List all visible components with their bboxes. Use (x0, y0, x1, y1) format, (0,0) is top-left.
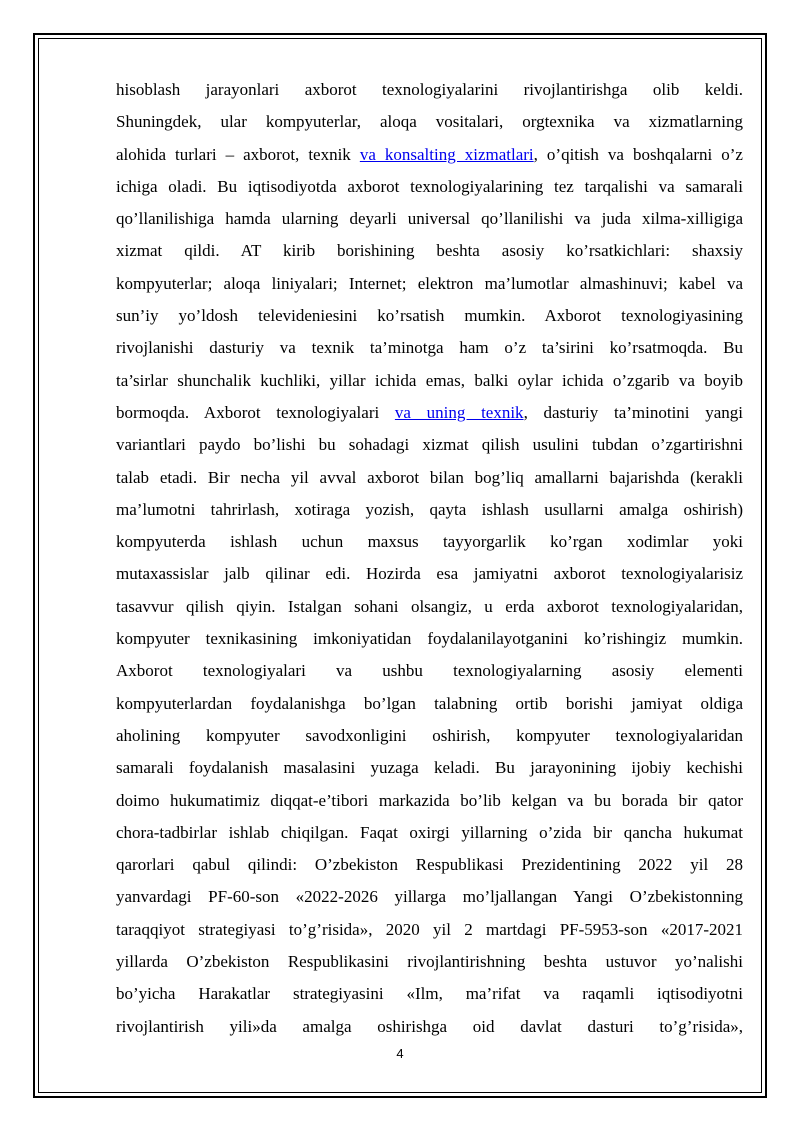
text-segment: rivojlanishi dasturiy va texnik ta’minotga ham o’z ta’sirini ko’rsatmoqda. Bu (116, 338, 743, 358)
text-segment: samarali foydalanish masalasini yuzaga keladi. Bu jarayonining ijobiy kechishi (116, 758, 743, 778)
text-segment: kompyuterlardan foydalanishga bo’lgan talabning ortib borishi jamiyat oldiga (116, 693, 743, 713)
text-segment: ma’lumotni tahrirlash, xotiraga yozish, qayta ishlash usullarni amalga oshirish) (116, 499, 743, 519)
text-segment: kompyuterda ishlash uchun maxsus tayyorgarlik ko’rgan xodimlar yoki (116, 532, 743, 552)
text-line (116, 881, 743, 913)
text-segment: yillarda O’zbekiston Respublikasini rivojlantirishning beshta ustuvor yo’nalishi (116, 952, 743, 972)
text-segment: bormoqda. Axborot texnologiyalari (116, 402, 395, 422)
text-segment: xizmat qildi. AT kirib borishining beshta asosiy ko’rsatkichlari: shaxsiy (116, 241, 743, 261)
text-segment: , o’qitish va boshqalarni o’z (533, 144, 743, 164)
text-line (116, 235, 743, 267)
text-segment: Shuningdek, ular kompyuterlar, aloqa vositalari, orgtexnika va xizmatlarning (116, 112, 743, 132)
text-segment: Axborot texnologiyalari va ushbu texnologiyalarning asosiy elementi (116, 661, 743, 681)
text-segment: kompyuterlar; aloqa liniyalari; Internet; elektron ma’lumotlar almashinuvi; kabel va (116, 273, 743, 293)
page-number: 4 (396, 1046, 404, 1061)
text-line (116, 785, 743, 817)
text-segment: hisoblash jarayonlari axborot texnologiyalarini rivojlantirishga olib keldi. (116, 80, 743, 99)
text-line (116, 946, 743, 978)
text-line (116, 300, 743, 332)
text-segment: variantlari paydo bo’lishi bu sohadagi xizmat qilish usulini tubdan o’zgartirishni (116, 435, 743, 455)
text-line (116, 591, 743, 623)
text-segment: rivojlantirish yili»da amalga oshirishga oid davlat dasturi to’g’risida», (116, 1016, 743, 1036)
text-line (116, 74, 743, 106)
text-segment: doimo hukumatimiz diqqat-e’tibori markazida bo’lib kelgan va bu borada bir qator (116, 790, 743, 810)
text-line (116, 332, 743, 364)
text-segment: , dasturiy ta’minotini yangi (523, 402, 743, 422)
text-line (116, 623, 743, 655)
body-text (116, 74, 743, 1043)
text-segment: aholining kompyuter savodxonligini oshirish, kompyuter texnologiyalaridan (116, 725, 743, 745)
text-line (116, 720, 743, 752)
text-line (116, 429, 743, 461)
text-line (116, 526, 743, 558)
text-line (116, 688, 743, 720)
text-line (116, 558, 743, 590)
text-line (116, 139, 743, 171)
text-segment: talab etadi. Bir necha yil avval axborot bilan bog’liq amallarni bajarishda (kerakli (116, 467, 743, 487)
text-line (116, 849, 743, 881)
text-line (116, 203, 743, 235)
text-line (116, 914, 743, 946)
text-segment: sun’iy yo’ldosh televideniesini ko’rsatish mumkin. Axborot texnologiyasining (116, 306, 743, 326)
text-segment: qo’llanilishiga hamda ularning deyarli universal qo’llanilishi va juda xilma-xilligiga (116, 209, 743, 229)
text-segment: qarorlari qabul qilindi: O’zbekiston Respublikasi Prezidentining 2022 yil 28 (116, 855, 743, 875)
text-line (116, 1011, 743, 1043)
text-segment: chora-tadbirlar ishlab chiqilgan. Faqat oxirgi yillarning o’zida bir qancha hukumat (116, 822, 743, 842)
text-line (116, 655, 743, 687)
text-segment: mutaxassislar jalb qilinar edi. Hozirda esa jamiyatni axborot texnologiyalarisiz (116, 564, 743, 584)
text-line (116, 978, 743, 1010)
text-line (116, 462, 743, 494)
text-segment: taraqqiyot strategiyasi to’g’risida», 2020 yil 2 martdagi PF-5953-son «2017-2021 (116, 919, 743, 939)
text-segment: kompyuter texnikasining imkoniyatidan foydalanilayotganini ko’rishingiz mumkin. (116, 629, 743, 649)
text-line (116, 171, 743, 203)
text-line (116, 397, 743, 429)
text-segment: ichiga oladi. Bu iqtisodiyotda axborot texnologiyalarining tez tarqalishi va samarali (116, 176, 743, 196)
text-segment: ta’sirlar shunchalik kuchliki, yillar ichida emas, balki oylar ichida o’zgarib va boyib (116, 370, 743, 390)
text-line (116, 494, 743, 526)
text-segment: tasavvur qilish qiyin. Istalgan sohani olsangiz, u erda axborot texnologiyalaridan, (116, 596, 743, 616)
text-line (116, 106, 743, 138)
text-segment: alohida turlari – axborot, texnik (116, 144, 360, 164)
text-line (116, 817, 743, 849)
hyperlink[interactable]: va uning texnik (394, 402, 524, 422)
text-segment: yanvardagi PF-60-son «2022-2026 yillarga mo’ljallangan Yangi O’zbekistonning (116, 887, 743, 907)
text-line (116, 752, 743, 784)
hyperlink[interactable]: va konsalting xizmatlari (359, 144, 534, 164)
text-line (116, 365, 743, 397)
text-line (116, 268, 743, 300)
text-segment: bo’yicha Harakatlar strategiyasini «Ilm, ma’rifat va raqamli iqtisodiyotni (116, 984, 743, 1004)
